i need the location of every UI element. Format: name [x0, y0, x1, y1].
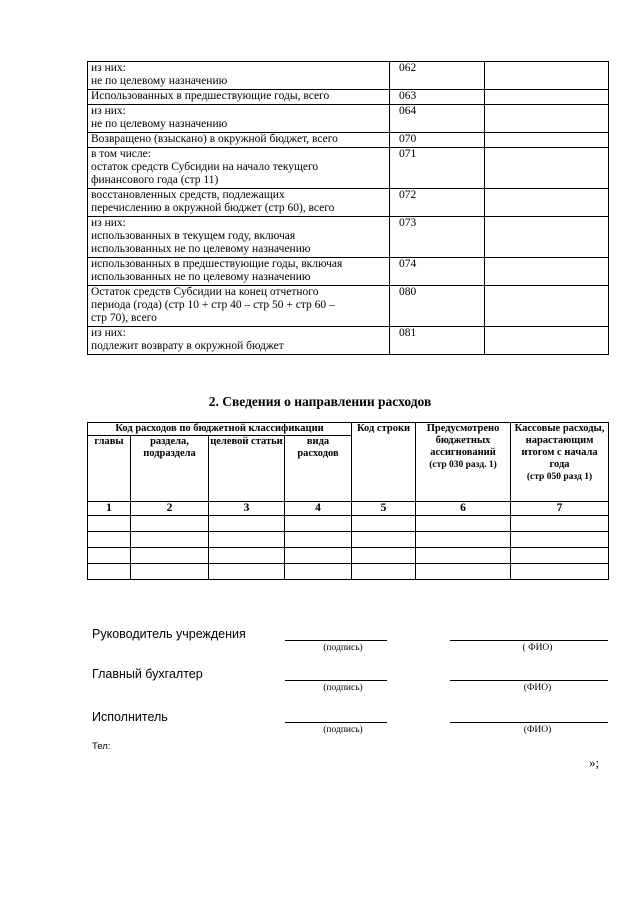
- executor-label: Исполнитель: [92, 710, 168, 724]
- report-row: [88, 90, 609, 105]
- executor-signature-caption: (подпись): [323, 725, 363, 735]
- accountant-signature-line[interactable]: [285, 680, 387, 681]
- row-value: [485, 90, 609, 105]
- column-number: 1: [88, 502, 131, 516]
- row-description: [88, 327, 390, 355]
- report-table: [87, 61, 609, 355]
- accountant-name-line[interactable]: [450, 680, 608, 681]
- planned-header-ref: (стр 030 разд. 1): [429, 460, 497, 470]
- row-code: 080: [390, 286, 485, 327]
- cash-header-ref: (стр 050 разд 1): [526, 472, 593, 482]
- executor-signature-line[interactable]: [285, 722, 387, 723]
- row-description-line: использованных в предшествующие годы, включая: [91, 258, 343, 270]
- row-code: 064: [390, 105, 485, 133]
- empty-row: [88, 532, 609, 548]
- report-row: [88, 148, 609, 189]
- row-description-line: стр 70), всего: [91, 312, 157, 324]
- report-row: [88, 133, 609, 148]
- row-description-line: не по целевому назначению: [91, 75, 228, 87]
- column-number: 6: [416, 502, 511, 516]
- row-value: [485, 286, 609, 327]
- row-description-line: из них:: [91, 62, 126, 74]
- executor-name-line[interactable]: [450, 722, 608, 723]
- row-description-line: использованных не по целевому назначению: [91, 271, 311, 283]
- report-row: [88, 258, 609, 286]
- row-code: 063: [390, 90, 485, 105]
- row-code: 081: [390, 327, 485, 355]
- column-number: 7: [511, 502, 609, 516]
- row-description: [88, 148, 390, 189]
- row-value: [485, 327, 609, 355]
- row-description-line: восстановленных средств, подлежащих: [91, 189, 285, 201]
- target-header: целевой статьи: [209, 436, 285, 502]
- cash-header-text: Кассовые расходы, нарастающим итогом с начала года: [514, 423, 605, 470]
- row-description-line: Остаток средств Субсидии на конец отчетного: [91, 286, 319, 298]
- row-description-line: перечислению в окружной бюджет (стр 60), всего: [91, 202, 335, 214]
- column-number-row: [88, 502, 609, 516]
- row-description: [88, 217, 390, 258]
- row-description-line: финансового года (стр 11): [91, 174, 219, 186]
- accountant-signature-caption: (подпись): [323, 683, 363, 693]
- row-description: [88, 62, 390, 90]
- report-row: [88, 327, 609, 355]
- budget-classification-header: Код расходов по бюджетной классификации: [88, 423, 352, 436]
- row-description-line: из них:: [91, 217, 126, 229]
- row-code-header: Код строки: [352, 423, 416, 502]
- column-number: 5: [352, 502, 416, 516]
- row-description-line: в том числе:: [91, 148, 151, 160]
- row-code: 072: [390, 189, 485, 217]
- head-name-caption: ( ФИО): [522, 643, 553, 653]
- phone-label: Тел:: [92, 741, 111, 752]
- row-description: [88, 105, 390, 133]
- row-value: [485, 62, 609, 90]
- report-row: [88, 62, 609, 90]
- report-row: [88, 189, 609, 217]
- row-value: [485, 217, 609, 258]
- row-description-line: остаток средств Субсидии на начало текущего: [91, 161, 319, 173]
- closing-quote-mark: »;: [589, 755, 600, 770]
- row-description: [88, 90, 390, 105]
- column-number: 3: [209, 502, 285, 516]
- section-2-title: 2. Сведения о направлении расходов: [208, 394, 432, 409]
- section-header: раздела, подраздела: [131, 436, 209, 502]
- chapter-header: главы: [88, 436, 131, 502]
- executor-name-caption: (ФИО): [523, 725, 552, 735]
- head-name-line[interactable]: [450, 640, 608, 641]
- row-description-line: использованных не по целевому назначению: [91, 243, 311, 255]
- empty-row: [88, 548, 609, 564]
- row-description: [88, 258, 390, 286]
- empty-row: [88, 564, 609, 580]
- report-row: [88, 286, 609, 327]
- row-description: [88, 133, 390, 148]
- row-description-line: использованных в текущем году, включая: [91, 230, 296, 242]
- report-row: [88, 217, 609, 258]
- expenses-table: [87, 422, 609, 580]
- planned-header-text: Предусмотрено бюджетных ассигнований: [426, 423, 500, 458]
- row-value: [485, 133, 609, 148]
- report-row: [88, 105, 609, 133]
- row-value: [485, 189, 609, 217]
- head-signature-line[interactable]: [285, 640, 387, 641]
- row-description: [88, 189, 390, 217]
- row-code: 074: [390, 258, 485, 286]
- row-code: 073: [390, 217, 485, 258]
- row-description-line: периода (года) (стр 10 + стр 40 – стр 50 + стр 60 –: [91, 299, 335, 311]
- row-description-line: Использованных в предшествующие годы, всего: [91, 90, 330, 102]
- row-code: 062: [390, 62, 485, 90]
- planned-header: [416, 423, 511, 502]
- row-description-line: из них:: [91, 105, 126, 117]
- row-value: [485, 258, 609, 286]
- row-description-line: Возвращено (взыскано) в окружной бюджет, всего: [91, 133, 338, 145]
- empty-row: [88, 516, 609, 532]
- column-number: 4: [285, 502, 352, 516]
- accountant-label: Главный бухгалтер: [92, 667, 203, 681]
- row-code: 071: [390, 148, 485, 189]
- column-number: 2: [131, 502, 209, 516]
- head-label: Руководитель учреждения: [92, 627, 246, 641]
- row-description: [88, 286, 390, 327]
- accountant-name-caption: (ФИО): [523, 683, 552, 693]
- type-header: вида расходов: [285, 436, 352, 502]
- row-value: [485, 148, 609, 189]
- row-description-line: подлежит возврату в окружной бюджет: [91, 340, 284, 352]
- row-value: [485, 105, 609, 133]
- row-code: 070: [390, 133, 485, 148]
- head-signature-caption: (подпись): [323, 643, 363, 653]
- row-description-line: не по целевому назначению: [91, 118, 228, 130]
- cash-header: [511, 423, 609, 502]
- row-description-line: из них:: [91, 327, 126, 339]
